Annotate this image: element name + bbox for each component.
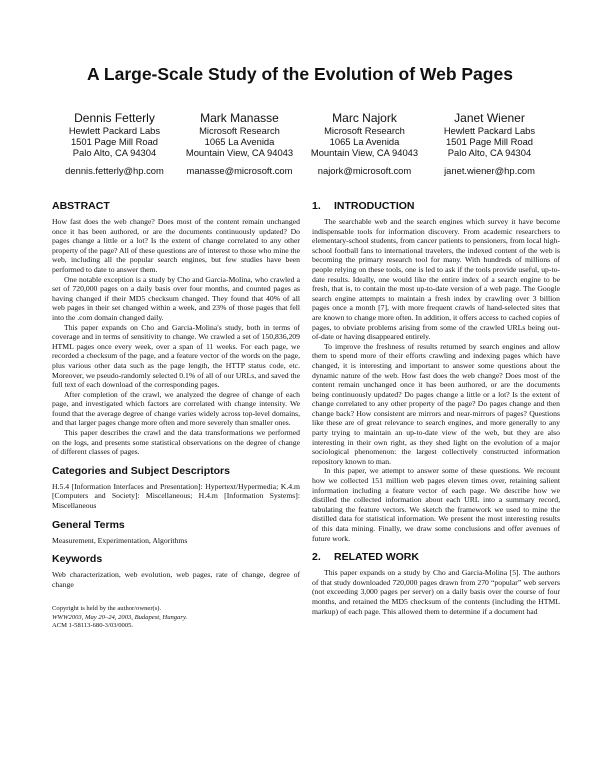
left-column [52,200,300,631]
author-name: Dennis Fetterly [74,111,155,125]
section-number: 2. [312,551,321,564]
author-email[interactable]: manasse@microsoft.com [186,164,293,176]
abstract-paragraph: How fast does the web change? Does most of the content remain unchanged once it has been authored, or are the documents continuously updated? Do pages change a little or a lot? Is the extent of change correlated to any other property of the page? All of these questions are of interest to those who mine the web, including all the popular search engines, but few studies have been performed to date to answer them. [52,217,300,274]
author-city: Mountain View, CA 94043 [185,147,294,159]
author-street: 1501 Page Mill Road [445,136,534,148]
abstract-paragraph: This paper describes the crawl and the data transformations we performed on the logs, and presents some statistical observations on the degree of change of different classes of pages. [52,428,300,457]
general-terms-section [52,519,300,546]
author-street: 1065 La Avenida [329,136,400,148]
introduction-heading [312,200,560,213]
related-work-section [312,551,560,616]
author [177,111,302,176]
author-org: Microsoft Research [199,125,280,136]
intro-paragraph: The searchable web and the search engines which survey it have become indispensable tools for information discovery. From academic researchers to elementary-school students, from cancer patients to pensioners, from local high-school football fans to international travelers, the indexed content of the web is becoming the primary research tool for many. With hundreds of millions of people relying on these tools, one is led to ask if the tools provide useful, up-to-date results. Ideally, one would like the entire index of a search engine to be fresh, that is, to contain the most up-to-date version of a web page. The Google search engine attempts to maintain a fresh index by crawling over 3 billion pages once a month [7], with more frequent crawls of hand-selected sites that are known to change more often. In addition, it offers access to cached copies of pages, to obviate problems arising from some of the crawled URLs being out-of-date or having disappeared entirely. [312,217,560,342]
categories-section [52,465,300,511]
keywords-text: Web characterization, web evolution, web pages, rate of change, degree of change [52,570,300,589]
author [52,111,177,176]
intro-paragraph: To improve the freshness of results returned by search engines and allow them to spend more of their efforts crawling and indexing pages which have changed, it is interesting and important to answer some questions about the dynamic nature of the web. How fast does the web change? Does most of the content remain unchanged once it has been authored, or are the documents being continuously updated? Do pages change a little or a lot? Is the extent of change correlated to any other property of the page? Do pages change and then change back? How consistent are mirrors and near-mirrors of pages? Questions like these are of great relevance to search engines, and more generally to any party trying to maintain an up-to-date view of the web, but they are also interesting in their own right, as they shed light on the evolution of a major sociological phenomenon: the largest collectively constructed information repository known to man. [312,341,560,466]
keywords-heading: Keywords [52,553,103,566]
section-title: RELATED WORK [334,551,419,564]
author-name: Janet Wiener [454,111,525,125]
paper-title: A Large-Scale Study of the Evolution of Web Pages [87,64,513,84]
intro-paragraph: In this paper, we attempt to answer some of these questions. We recount how we collected 151 million web pages eleven times over, retaining salient information including a feature vector of each page. We describe how we distilled the collected information about each URL into a summary record, tabulating the feature vectors. We sketch the framework we used to mine the distilled data for statistical information. We present the most interesting results of this data mining. Finally, we draw some conclusions and offer avenues of future work. [312,466,560,543]
author [302,111,427,176]
general-terms-heading: General Terms [52,518,125,531]
author-email[interactable]: janet.wiener@hp.com [444,164,535,176]
author-city: Mountain View, CA 94043 [310,147,419,159]
author-street: 1501 Page Mill Road [70,136,159,148]
author-email[interactable]: dennis.fetterly@hp.com [65,164,164,176]
abstract-paragraph: One notable exception is a study by Cho and Garcia-Molina, who crawled a set of 720,000 pages on a daily basis over four months, and counted pages as having changed if their MD5 checksum changed. They found that 40% of all web pages in their set changed within a week, and 23% of those pages that fell into the .com domain changed daily. [52,274,300,322]
author-org: Hewlett Packard Labs [68,125,161,136]
author-name: Marc Najork [332,111,397,125]
section-number: 1. [312,200,321,212]
section-title: INTRODUCTION [334,200,415,212]
keywords-section [52,553,300,589]
copyright-notice [52,605,300,630]
general-terms-text: Measurement, Experimentation, Algorithms [52,535,188,545]
conference-line: WWW2003, May 20–24, 2003, Budapest, Hungary. [52,613,188,621]
author-org: Microsoft Research [324,125,405,136]
right-column [312,200,560,624]
abstract-heading: ABSTRACT [52,200,110,212]
author-city: Palo Alto, CA 94304 [447,147,532,159]
abstract-paragraph: After completion of the crawl, we analyzed the degree of change of each page, and investigated which factors are correlated with change intensity. We found that the average degree of change varies widely across top-level domains, and that larger pages change more often and more severely than smaller ones. [52,389,300,428]
author-street: 1065 La Avenida [204,136,275,148]
author-email[interactable]: najork@microsoft.com [317,164,412,176]
categories-heading: Categories and Subject Descriptors [52,464,230,477]
introduction-section [312,200,560,543]
related-work-heading [312,551,560,564]
abstract-paragraph: This paper expands on Cho and Garcia-Molina's study, both in terms of coverage and in terms of sensitivity to change. We crawled a set of 150,836,209 HTML pages once every week, over a span of 11 weeks. For each page, we recorded a checksum of the page, and a feature vector of the words on the page, plus various other data such as the page length, the HTTP status code, etc. Moreover, we pseudo-randomly selected 0.1% of all of our URLs, and saved the full text of each download of the corresponding pages. [52,322,300,390]
author-block [52,111,552,176]
author [427,111,552,176]
author-name: Mark Manasse [200,111,279,125]
author-org: Hewlett Packard Labs [443,125,536,136]
abstract-section [52,200,300,457]
categories-text: H.5.4 [Information Interfaces and Presentation]: Hypertext/Hypermedia; K.4.m [Computers and Society]: Miscellaneous; H.4.m [Information Systems]: Miscellaneous [52,481,300,511]
copyright-line: Copyright is held by the author/owner(s). [52,605,162,613]
related-paragraph: This paper expands on a study by Cho and Garcia-Molina [5]. The authors of that study downloaded 720,000 pages drawn from 270 “popular” web servers (not exceeding 3,000 pages per server) on a daily basis over the course of four months, and retained the MD5 checksum of the contents (including the HTML markup) of each page. This allowed them to determine if a document had [312,568,560,616]
acm-number: ACM 1-58113-680-3/03/0005. [52,622,134,630]
author-city: Palo Alto, CA 94304 [72,147,157,159]
